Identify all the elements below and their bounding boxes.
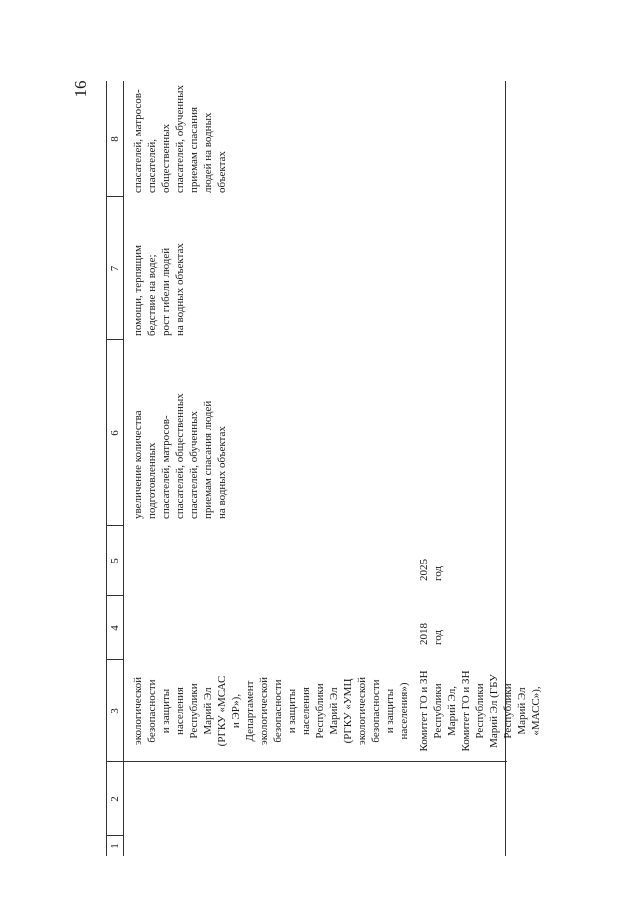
program-table [106,81,542,856]
column-divider [107,339,124,340]
header-col-1: 1 [109,843,121,849]
row-a-expected-results: увеличение количества подготовленных спасателей, матросов- спасателей, общественных спасателей, обученных приемам спасания людей на водных объектах [132,393,228,519]
header-col-2: 2 [109,796,121,802]
column-divider [107,659,124,660]
row-b-end-year: 2025 год [418,559,444,581]
header-col-4: 4 [109,625,121,631]
column-divider [107,196,124,197]
header-col-5: 5 [109,558,121,564]
rotated-table-container [106,81,542,856]
header-col-3: 3 [109,708,121,714]
column-divider [107,595,124,596]
header-col-8: 8 [109,136,121,142]
row-a-indicators: спасателей, матросов- спасателей, общественных спасателей, обученных приемам спасания людей на водных объектах [132,85,228,193]
table-header-row [107,81,124,856]
page-number: 16 [71,80,90,98]
column-divider [107,835,124,836]
header-col-6: 6 [109,430,121,436]
header-col-7: 7 [109,265,121,272]
row-b-responsible-agencies: Комитет ГО и ЗН Республики Марий Эл, Комитет ГО и ЗН Республики Марий Эл (ГБУ Республики Марий Эл «МАСС»), [418,670,542,752]
row-a-consequences: помощи, терпящим бедствие на воде; рост гибели людей на водных объектах [132,243,186,336]
column-divider [107,525,124,526]
row-a-responsible-agencies: экологической безопасности и защиты населения Республики Марий Эл (РГКУ «МСАС и ЭР»), Департамент экологической безопасности и защиты населения Республики Марий Эл (РГКУ «УМЦ экологической безопасности и защиты населения») [132,675,410,747]
row-b-start-year: 2018 год [418,623,444,645]
column-divider [107,761,507,762]
